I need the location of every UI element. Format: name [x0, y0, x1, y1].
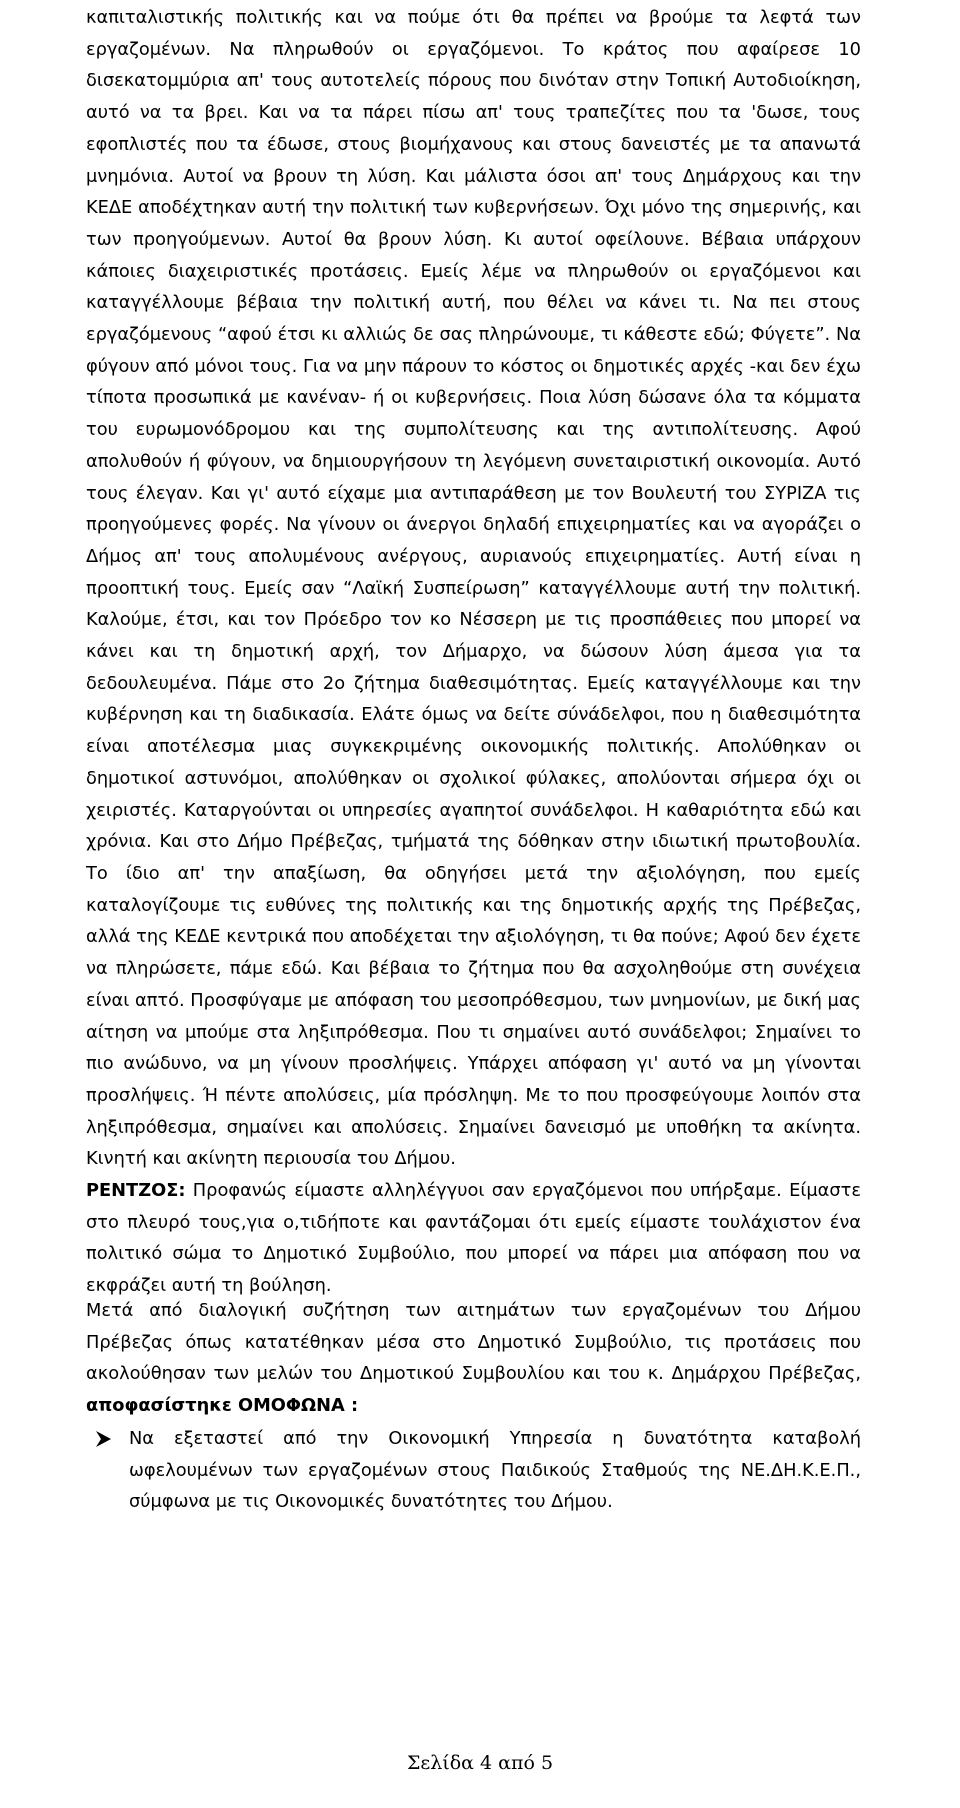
decision-verdict: αποφασίστηκε ΟΜΟΦΩΝΑ : [86, 1395, 359, 1417]
page-footer [0, 1752, 960, 1774]
decision-bullet-list [86, 1423, 861, 1518]
speaker-name: ΡΕΝΤΖΟΣ: [86, 1180, 186, 1202]
transcript-paragraph [86, 2, 861, 1302]
arrow-bullet-icon [94, 1430, 112, 1448]
decision-bullet-item: Να εξεταστεί από την Οικονομική Υπηρεσία η δυνατότητα καταβολή ωφελουμένων των εργαζομένων στους Παιδικούς Σταθμούς της ΝΕ.ΔΗ.Κ.Ε.Π., σύμφωνα με τις Οικονομικές δυνατότητες του Δήμου. [129, 1428, 861, 1513]
speaker-statement: Προφανώς είμαστε αλληλέγγυοι σαν εργαζόμενοι που υπήρξαμε. Είμαστε στο πλευρό τους,για ο,τιδήποτε και φαντάζομαι ότι εμείς είμαστε τουλάχιστον ένα πολιτικό σώμα το Δημοτικό Συμβούλιο, που μπορεί να πάρει μια απόφαση που να εκφράζει αυτή τη βούληση. [86, 1180, 861, 1297]
decision-paragraph [86, 1295, 861, 1422]
page-number: Σελίδα 4 από 5 [406, 1752, 554, 1774]
decision-intro: Μετά από διαλογική συζήτηση των αιτημάτων των εργαζομένων του Δήμου Πρέβεζας όπως κατατέθηκαν μέσα στο Δημοτικό Συμβούλιο, τις προτάσεις που ακολούθησαν των μελών του Δημοτικού Συμβουλίου και του κ. Δημάρχου Πρέβεζας, [86, 1300, 861, 1385]
transcript-text: καπιταλιστικής πολιτικής και να πούμε ότι θα πρέπει να βρούμε τα λεφτά των εργαζομένων. Να πληρωθούν οι εργαζόμενοι. Το κράτος που αφαίρεσε 10 δισεκατομμύρια απ' τους αυτοτελείς πόρους που δινόταν στην Τοπική Αυτοδιοίκηση, αυτό να τα βρει. Και να τα πάρει πίσω απ' τους τραπεζίτες που τα 'δωσε, τους εφοπλιστές που τα έδωσε, στους βιομήχανους και στους δανειστές με τα απανωτά μνημόνια. Αυτοί να βρουν τη λύση. Και μάλιστα όσοι απ' τους Δημάρχους και την ΚΕΔΕ αποδέχτηκαν αυτή την πολιτική των κυβερνήσεων. Όχι μόνο της σημερινής, και των προηγούμενων. Αυτοί θα βρουν λύση. Κι αυτοί οφείλουνε. Βέβαια υπάρχουν κάποιες διαχειριστικές προτάσεις. Εμείς λέμε να πληρωθούν οι εργαζόμενοι και καταγγέλλουμε βέβαια την πολιτική αυτή, που θέλει να κάνει τι. Να πει στους εργαζόμενους “αφού έτσι κι αλλιώς δε σας πληρώνουμε, τι κάθεστε εδώ; Φύγετε”. Να φύγουν από μόνοι τους. Για να μην πάρουν το κόστος οι δημοτικές αρχές -και δεν έχω τίποτα προσωπικά με κανέναν- ή οι κυβερνήσεις. Ποια λύση δώσανε όλα τα κόμματα του ευρωμονόδρομου και της συμπολίτευσης και της αντιπολίτευσης. Αφού απολυθούν ή φύγουν, να δημιουργήσουν τη λεγόμενη συνεταιριστική οικονομία. Αυτό τους έλεγαν. Και γι' αυτό είχαμε μια αντιπαράθεση με τον Βουλευτή του ΣΥΡΙΖΑ τις προηγούμενες φορές. Να γίνουν οι άνεργοι δηλαδή επιχειρηματίες και να αγοράζει ο Δήμος απ' τους απολυμένους ανέργους, αυριανούς επιχειρηματίες. Αυτή είναι η προοπτική τους. Εμείς σαν “Λαϊκή Συσπείρωση” καταγγέλλουμε αυτή την πολιτική. Καλούμε, έτσι, και τον Πρόεδρο τον κο Νέσσερη με τις προσπάθειες που μπορεί να κάνει και τη δημοτική αρχή, τον Δήμαρχο, να δώσουν λύση άμεσα για τα δεδουλευμένα. Πάμε στο 2ο ζήτημα διαθεσιμότητας. Εμείς καταγγέλλουμε και την κυβέρνηση και τη διαδικασία. Ελάτε όμως να δείτε σύνάδελφοι, που η διαθεσιμότητα είναι αποτέλεσμα μιας συγκεκριμένης οικονομικής πολιτικής. Απολύθηκαν οι δημοτικοί αστυνόμοι, απολύθηκαν οι σχολικοί φύλακες, απολύονται σήμερα όχι οι χειριστές. Καταργούνται οι υπηρεσίες αγαπητοί συνάδελφοι. Η καθαριότητα εδώ και χρόνια. Και στο Δήμο Πρέβεζας, τμήματά της δόθηκαν στην ιδιωτική πρωτοβουλία. Το ίδιο απ' την απαξίωση, θα οδηγήσει μετά την αξιολόγηση, που εμείς καταλογίζουμε τις ευθύνες της πολιτικής και της δημοτικής αρχής της Πρέβεζας, αλλά της ΚΕΔΕ κεντρικά που αποδέχεται την αξιολόγηση, τι θα πούνε; Αφού δεν έχετε να πληρώσετε, πάμε εδώ. Και βέβαια το ζήτημα που θα ασχοληθούμε στη συνέχεια είναι απτό. Προσφύγαμε με απόφαση του μεσοπρόθεσμου, των μνημονίων, με δική μας αίτηση να μπούμε στα ληξιπρόθεσμα. Που τι σημαίνει αυτό συνάδελφοι; Σημαίνει το πιο ανώδυνο, να μη γίνουν προσλήψεις. Υπάρχει απόφαση γι' αυτό να μη γίνονται προσλήψεις. Ή πέντε απολύσεις, μία πρόσληψη. Με το που προσφεύγουμε λοιπόν στα ληξιπρόθεσμα, σημαίνει και απολύσεις. Σημαίνει δανεισμό με υποθήκη τα ακίνητα. Κινητή και ακίνητη περιουσία του Δήμου. [86, 7, 861, 1170]
